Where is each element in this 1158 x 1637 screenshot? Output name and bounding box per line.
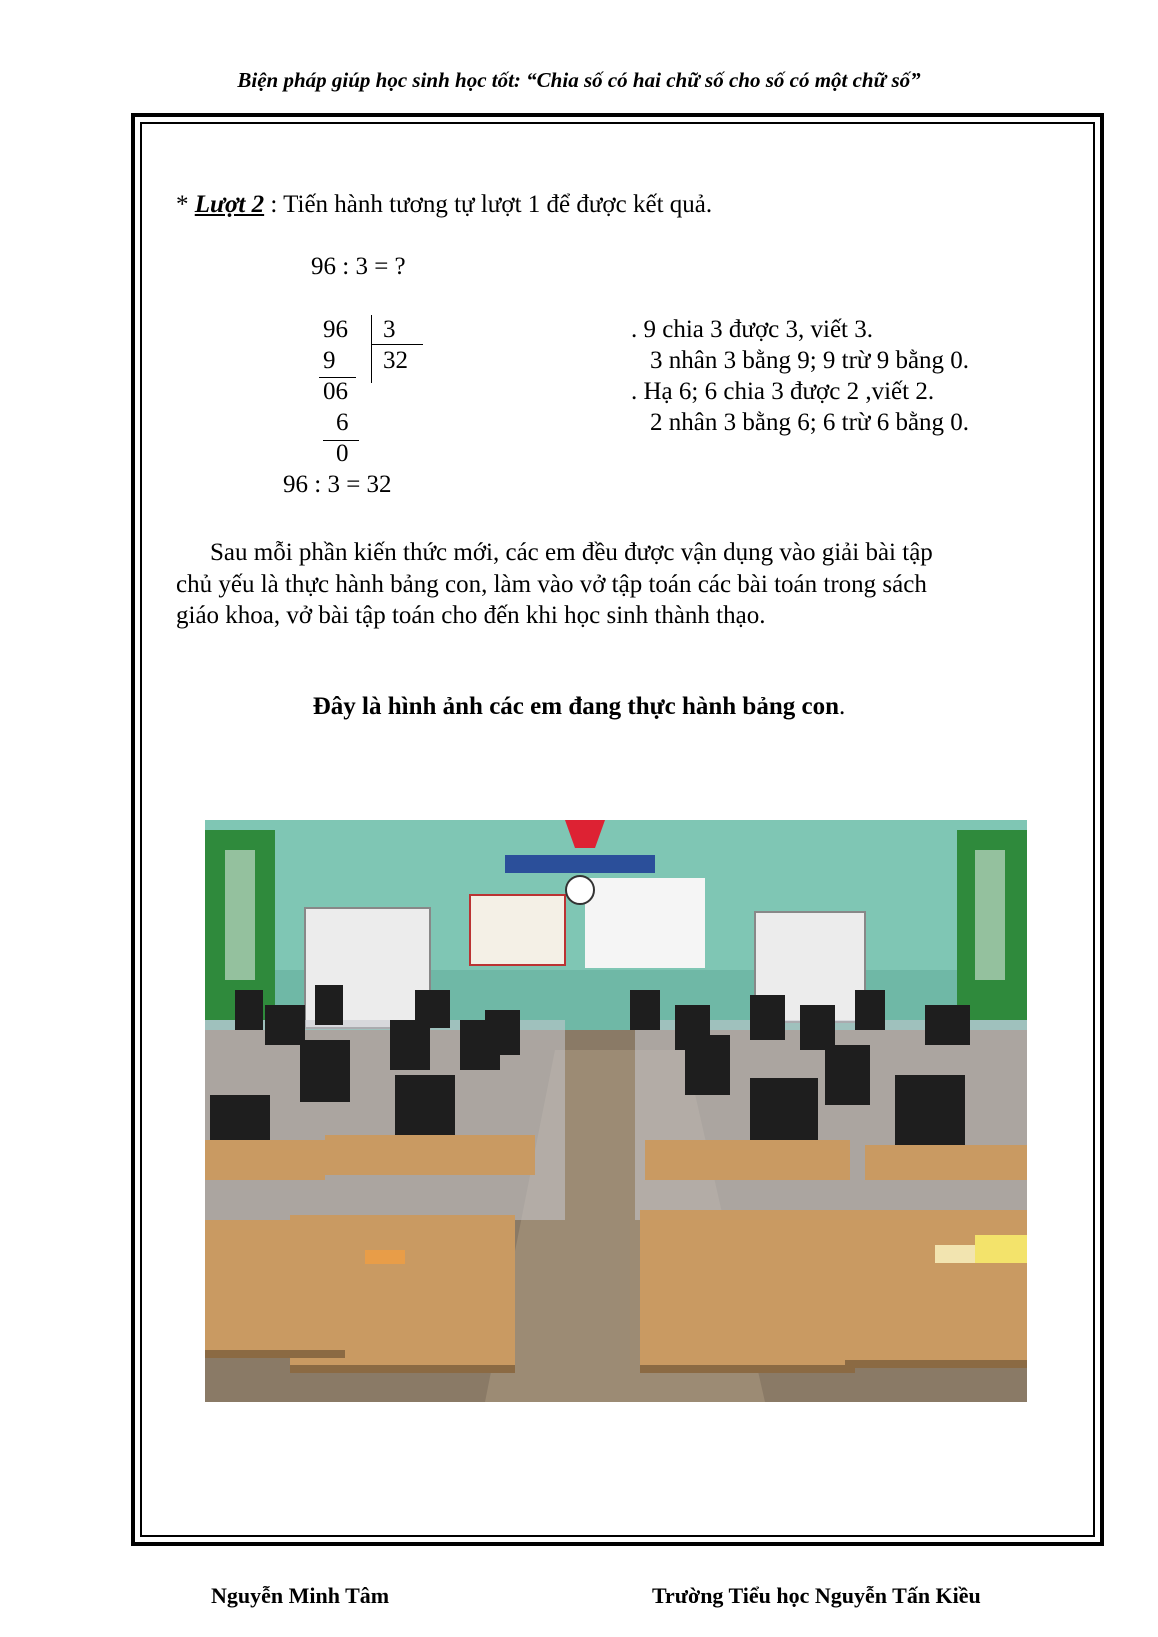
step2-underline (323, 440, 359, 441)
dividend: 96 (323, 316, 348, 343)
division-result: 96 : 3 = 32 (283, 471, 392, 498)
turn2-line (176, 190, 712, 220)
turn2-text: : Tiến hành tương tự lượt 1 để được kết quả. (264, 191, 713, 218)
body-paragraph (176, 537, 1006, 632)
paragraph-line: giáo khoa, vở bài tập toán cho đến khi học sinh thành thạo. (176, 602, 766, 629)
paragraph-line: Sau mỗi phần kiến thức mới, các em đều được vận dụng vào giải bài tập (210, 539, 933, 566)
footer-author: Nguyễn Minh Tâm (211, 1583, 390, 1608)
step2-subtrahend: 6 (336, 409, 349, 436)
step1-subtrahend: 9 (323, 347, 336, 374)
footer-school: Trường Tiểu học Nguyễn Tấn Kiều (652, 1583, 981, 1608)
caption-tail: . (838, 693, 846, 720)
step1-underline (319, 377, 356, 378)
explanation-line: . 9 chia 3 được 3, viết 3. (631, 316, 873, 343)
paragraph-line: chủ yếu là thực hành bảng con, làm vào vở tập toán các bài toán trong sách (176, 570, 927, 598)
turn2-label: Lượt 2 (194, 191, 265, 218)
caption-bold: Đây là hình ảnh các em đang thực hành bảng con (312, 693, 839, 720)
running-header: Biện pháp giúp học sinh học tốt: “Chia số có hai chữ số cho số có một chữ số” (237, 68, 921, 92)
remainder-1: 06 (323, 378, 348, 405)
divisor-underline (371, 344, 423, 345)
explanation-line: . Hạ 6; 6 chia 3 được 2 ,viết 2. (631, 378, 935, 405)
division-vertical-bar (371, 315, 372, 383)
classroom-photo (205, 820, 1027, 1402)
bullet: * (176, 191, 195, 218)
explanation-line: 2 nhân 3 bằng 6; 6 trừ 6 bằng 0. (650, 409, 970, 436)
explanation-line: 3 nhân 3 bằng 9; 9 trừ 9 bằng 0. (650, 347, 970, 374)
final-remainder: 0 (336, 440, 349, 467)
classroom-photo-illustration (205, 820, 1027, 1402)
photo-caption (0, 693, 1158, 721)
divisor: 3 (383, 316, 396, 343)
division-problem: 96 : 3 = ? (311, 253, 406, 280)
quotient: 32 (383, 347, 408, 374)
